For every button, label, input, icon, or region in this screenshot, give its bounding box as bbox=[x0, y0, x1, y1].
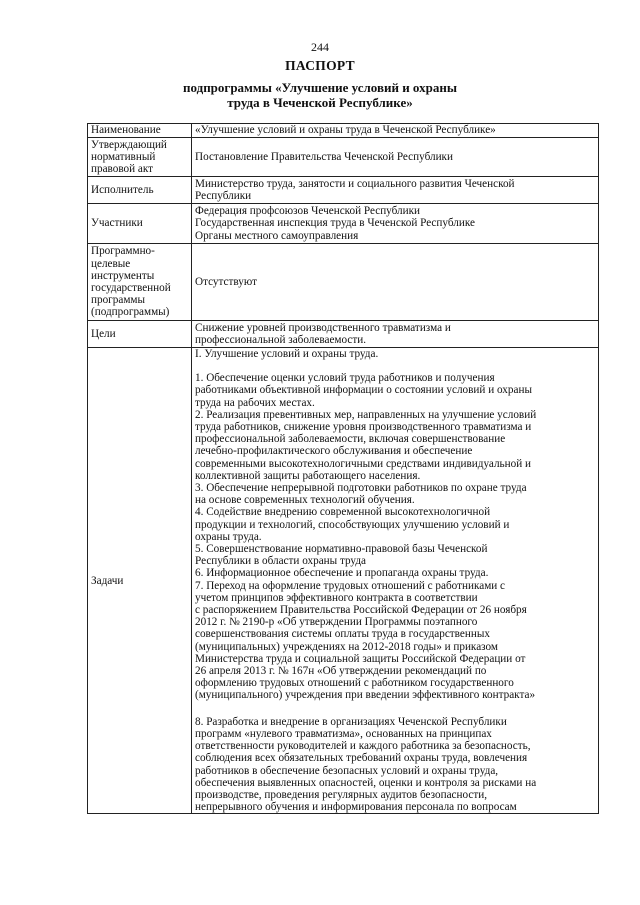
task-line: коллективной защиты работающего населения. bbox=[195, 469, 421, 482]
row-value bbox=[192, 204, 599, 244]
task-line: (муниципальных) учреждениях на 2012-2018 годы» и приказом bbox=[195, 640, 498, 653]
value-line: профессиональной заболеваемости. bbox=[195, 334, 367, 346]
task-line: 5. Совершенствование нормативно-правовой базы Чеченской bbox=[195, 543, 488, 556]
row-value bbox=[192, 138, 599, 177]
task-line: 4. Содействие внедрению современной высокотехнологичной bbox=[195, 506, 491, 519]
document-title: ПАСПОРТ bbox=[285, 58, 355, 73]
label-line: правовой акт bbox=[91, 163, 154, 176]
task-line: современными высокотехнологичными средствами индивидуальной и bbox=[195, 457, 532, 470]
task-line: профессиональной заболеваемости, включая совершенствование bbox=[195, 433, 506, 446]
tasks-section-heading: I. Улучшение условий и охраны труда. bbox=[195, 348, 379, 360]
value-line: «Улучшение условий и охраны труда в Чеченской Республике» bbox=[195, 124, 496, 137]
task-line: 2. Реализация превентивных мер, направленных на улучшение условий bbox=[195, 408, 537, 421]
table-row-participants bbox=[88, 204, 599, 244]
label-line: инструменты bbox=[91, 269, 155, 282]
document-subtitle bbox=[100, 81, 540, 110]
label-line: Программно- bbox=[91, 245, 155, 258]
row-value bbox=[192, 177, 599, 204]
task-line: 7. Переход на оформление трудовых отношений с работниками с bbox=[195, 579, 506, 592]
task-line: 8. Разработка и внедрение в организациях Чеченской Республики bbox=[195, 715, 507, 728]
table-row-name bbox=[88, 124, 599, 138]
task-line: ответственности руководителей и каждого работника за безопасность, bbox=[195, 740, 531, 753]
task-line: 3. Обеспечение непрерывной подготовки работников по охране труда bbox=[195, 482, 527, 495]
task-line: лечебно-профилактического обслуживания и обеспечение bbox=[195, 445, 473, 458]
spacer bbox=[195, 702, 595, 716]
task-line: 1. Обеспечение оценки условий труда работников и получения bbox=[195, 372, 495, 385]
task-line: труда на рабочих местах. bbox=[195, 396, 315, 409]
row-label bbox=[88, 177, 192, 204]
task-line: охраны труда. bbox=[195, 530, 262, 543]
task-line: производстве, проведения регулярных аудитов безопасности, bbox=[195, 788, 488, 801]
label-line: Цели bbox=[91, 327, 116, 340]
label-line: Утверждающий bbox=[91, 138, 167, 151]
passport-table bbox=[87, 123, 599, 814]
task-line: обеспечения выявленных опасностей, оценки и контроля за рисками на bbox=[195, 776, 537, 789]
table-row-goals bbox=[88, 321, 599, 348]
task-line: непрерывного обучения и информирования персонала по вопросам bbox=[195, 801, 517, 814]
row-label bbox=[88, 138, 192, 177]
label-line: Исполнитель bbox=[91, 183, 154, 196]
task-line: работниками объективной информации о состоянии условий и охраны bbox=[195, 384, 532, 397]
task-line: оформлению трудовых отношений с работником государственного bbox=[195, 677, 514, 690]
row-label bbox=[88, 321, 192, 348]
row-value bbox=[192, 124, 599, 138]
row-label bbox=[88, 348, 192, 814]
page-number: 244 bbox=[311, 40, 329, 54]
spacer bbox=[195, 360, 595, 372]
label-line: нормативный bbox=[91, 150, 156, 163]
table-row-tasks bbox=[88, 348, 599, 814]
label-line: Наименование bbox=[91, 124, 161, 137]
task-line: соблюдения всех обязательных требований охраны труда, вовлечения bbox=[195, 752, 528, 765]
task-line: совершенствования системы оплаты труда в государственных bbox=[195, 628, 490, 641]
task-line: 2012 г. № 2190-р «Об утверждении Программы поэтапного bbox=[195, 616, 478, 629]
subtitle-line: подпрограммы «Улучшение условий и охраны bbox=[183, 80, 457, 95]
label-line: программы bbox=[91, 294, 145, 307]
row-label bbox=[88, 204, 192, 244]
row-value bbox=[192, 348, 599, 814]
label-line: целевые bbox=[91, 257, 131, 270]
task-line: продукции и технологий, способствующих улучшению условий и bbox=[195, 518, 510, 531]
value-line: Министерство труда, занятости и социального развития Чеченской bbox=[195, 177, 515, 190]
task-line: Министерства труда и социальной защиты Российской Федерации от bbox=[195, 652, 526, 665]
task-line: учетом принципов эффективного контракта в соответствии bbox=[195, 591, 478, 604]
label-line: государственной bbox=[91, 282, 171, 294]
table-row-tools bbox=[88, 244, 599, 321]
row-value bbox=[192, 244, 599, 321]
task-line: с распоряжением Правительства Российской Федерации от 26 ноября bbox=[195, 604, 527, 617]
value-line: Федерация профсоюзов Чеченской Республики bbox=[195, 205, 421, 218]
value-line: Постановление Правительства Чеченской Республики bbox=[195, 150, 453, 163]
label-line: Участники bbox=[91, 217, 143, 230]
task-line: 26 апреля 2013 г. № 167н «Об утверждении рекомендаций по bbox=[195, 665, 487, 678]
row-label bbox=[88, 124, 192, 138]
row-value bbox=[192, 321, 599, 348]
table-row-act bbox=[88, 138, 599, 177]
subtitle-line: труда в Чеченской Республике» bbox=[227, 94, 413, 110]
task-line: работников в обеспечение безопасных условий и охраны труда, bbox=[195, 764, 499, 777]
value-line: Органы местного самоуправления bbox=[195, 229, 359, 242]
task-line: (муниципального) учреждения при введении эффективного контракта» bbox=[195, 689, 536, 702]
label-line: Задачи bbox=[91, 574, 124, 587]
task-line: программ «нулевого травматизма», основанных на принципах bbox=[195, 727, 492, 740]
value-line: Государственная инспекция труда в Чеченской Республике bbox=[195, 217, 475, 230]
value-line: Отсутствуют bbox=[195, 275, 257, 288]
row-label bbox=[88, 244, 192, 321]
label-line: (подпрограммы) bbox=[91, 306, 170, 319]
task-line: на основе современных технологий обучения. bbox=[195, 494, 415, 507]
value-line: Снижение уровней производственного травматизма и bbox=[195, 321, 451, 334]
task-line: Республики в области охраны труда bbox=[195, 555, 366, 568]
task-line: труда работников, снижение уровня производственного травматизма и bbox=[195, 421, 532, 434]
value-line: Республики bbox=[195, 190, 252, 202]
task-line: 6. Информационное обеспечение и пропаганда охраны труда. bbox=[195, 567, 489, 580]
table-row-executor bbox=[88, 177, 599, 204]
